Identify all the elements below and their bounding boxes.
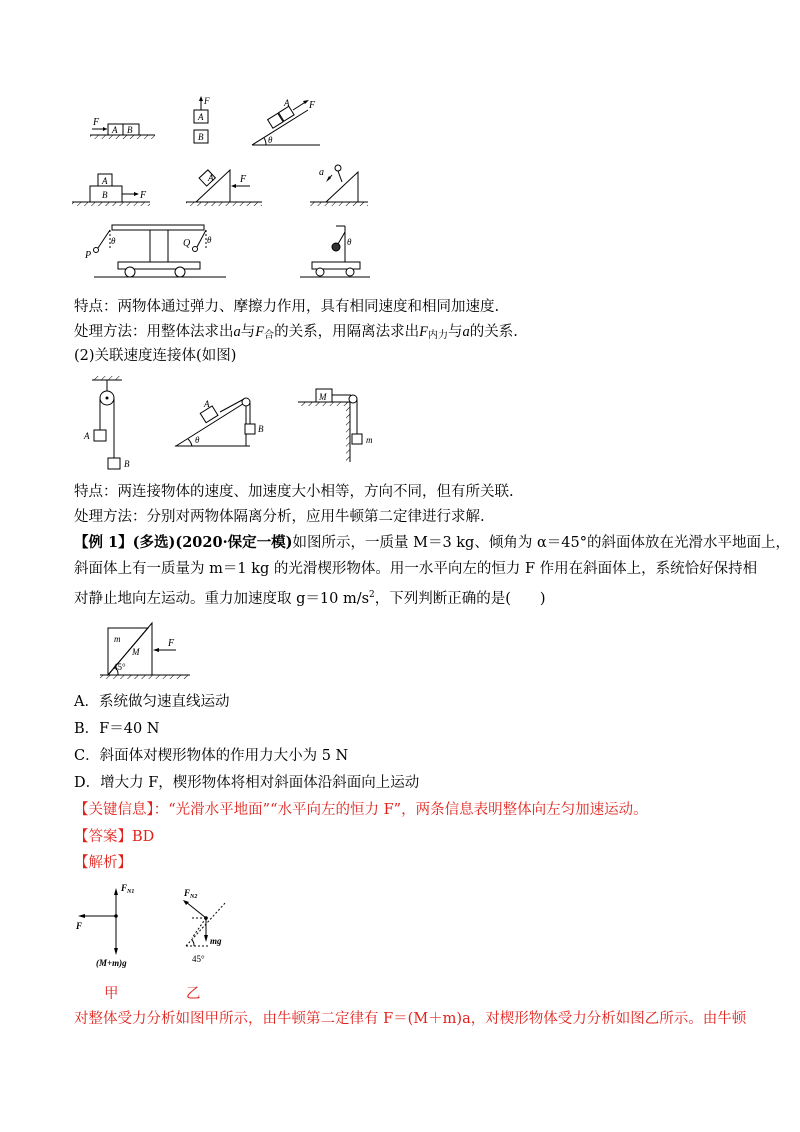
force-diagram-yi [168,876,258,971]
label: M [319,392,327,402]
label: A [198,112,204,122]
label: F [76,921,83,931]
label: A [112,125,118,135]
label: M [132,647,140,657]
label: F [204,96,210,106]
label: F [93,117,100,128]
caption-yi: 乙 [186,986,201,1002]
label: θ [207,235,212,245]
label: a [319,167,324,178]
label: A [102,176,108,186]
analysis-text: 对整体受力分析如图甲所示，由牛顿第二定律有 F＝(M＋m)a，对楔形物体受力分析如图乙所示。由牛顿 [74,1011,747,1027]
fig-wedge-block [186,170,262,206]
label: B [258,424,264,434]
label: mg [210,936,222,946]
option-d: D．增大力 F，楔形物体将相对斜面体沿斜面向上运动 [74,775,420,791]
label: B [198,132,204,142]
label: A [84,431,90,441]
example-line-1: 【例 1】(多选)(2020·保定一模)如图所示，一质量 M＝3 kg、倾角为 α＝45°的斜面体放在光滑水平地面上， [74,534,790,551]
fig-table-pulley-mm [298,389,373,462]
label: F [140,190,147,201]
fig-stacked-ab [72,174,150,206]
fig-horizontal-push-ab [90,117,155,139]
label: m [114,634,121,644]
section-2-heading: (2)关联速度连接体(如图) [74,348,237,364]
key-info: 【关键信息】：“光滑水平地面”“水平向左的恒力 F”，两条信息表明整体向左匀加速运动。 [74,802,648,818]
method-text-2: 处理方法：分别对两物体隔离分析，应用牛顿第二定律进行求解. [74,509,485,525]
label: $F_{N2}$ [184,888,198,900]
fig-cart-two-pendulums [84,225,226,277]
label: θ [111,236,116,246]
example-line-3: 对静止地向左运动。重力加速度取 g＝10 $m/s^2$，下列判断正确的是( ) [74,590,546,607]
label: 45° [113,662,126,672]
caption-jia: 甲 [104,986,119,1002]
label: m [366,435,373,445]
fig-cart-ball-pendulum [300,226,370,277]
label: F [168,638,175,649]
fig-pulley-ab [83,376,130,469]
label: B [127,125,133,135]
label: Q [183,238,191,249]
label: A [208,173,214,183]
label: θ [347,237,352,247]
label: 45° [192,954,205,964]
method-text-1: 处理方法：用整体法求出a与$F_合$的关系，用隔离法求出$F_{内力}$与a的关系. [74,324,518,341]
feature-text-2: 特点：两连接物体的速度、加速度大小相等，方向不同，但有所关联. [74,484,514,500]
option-c: C．斜面体对楔形物体的作用力大小为 5 N [74,748,349,764]
feature-text-1: 特点：两物体通过弹力、摩擦力作用，具有相同速度和相同加速度. [74,299,500,315]
label: F [240,174,247,185]
fig-incline-ab [252,98,320,145]
label: $F_{N1}$ [121,883,135,895]
label: A [284,98,290,108]
label: θ [195,435,200,445]
label: F [309,100,316,111]
example-line-2: 斜面体上有一质量为 m＝1 kg 的光滑楔形物体。用一水平向左的恒力 F 作用在斜面体上，系统恰好保持相 [74,561,758,577]
example-tag: 【例 1】(多选)(2020·保定一模) [74,534,293,551]
fig-incline-pulley-ab [175,398,264,446]
option-b: B．F＝40 N [74,721,160,737]
connected-bodies-figures [0,0,800,290]
option-a: A．系统做匀速直线运动 [74,694,230,710]
analysis-label: 【解析】 [74,855,132,871]
fig-vertical-ab [194,96,210,143]
fig-person-on-incline [310,165,368,206]
label: B [102,190,108,200]
label: B [124,459,130,469]
force-diagram-jia [72,876,172,971]
label: θ [268,135,273,145]
example-figure [0,612,800,687]
velocity-linked-figures [0,368,800,478]
label: P [85,250,92,261]
label: (M+m)g [96,958,127,968]
label: A [204,399,210,409]
answer: 【答案】BD [74,829,155,845]
